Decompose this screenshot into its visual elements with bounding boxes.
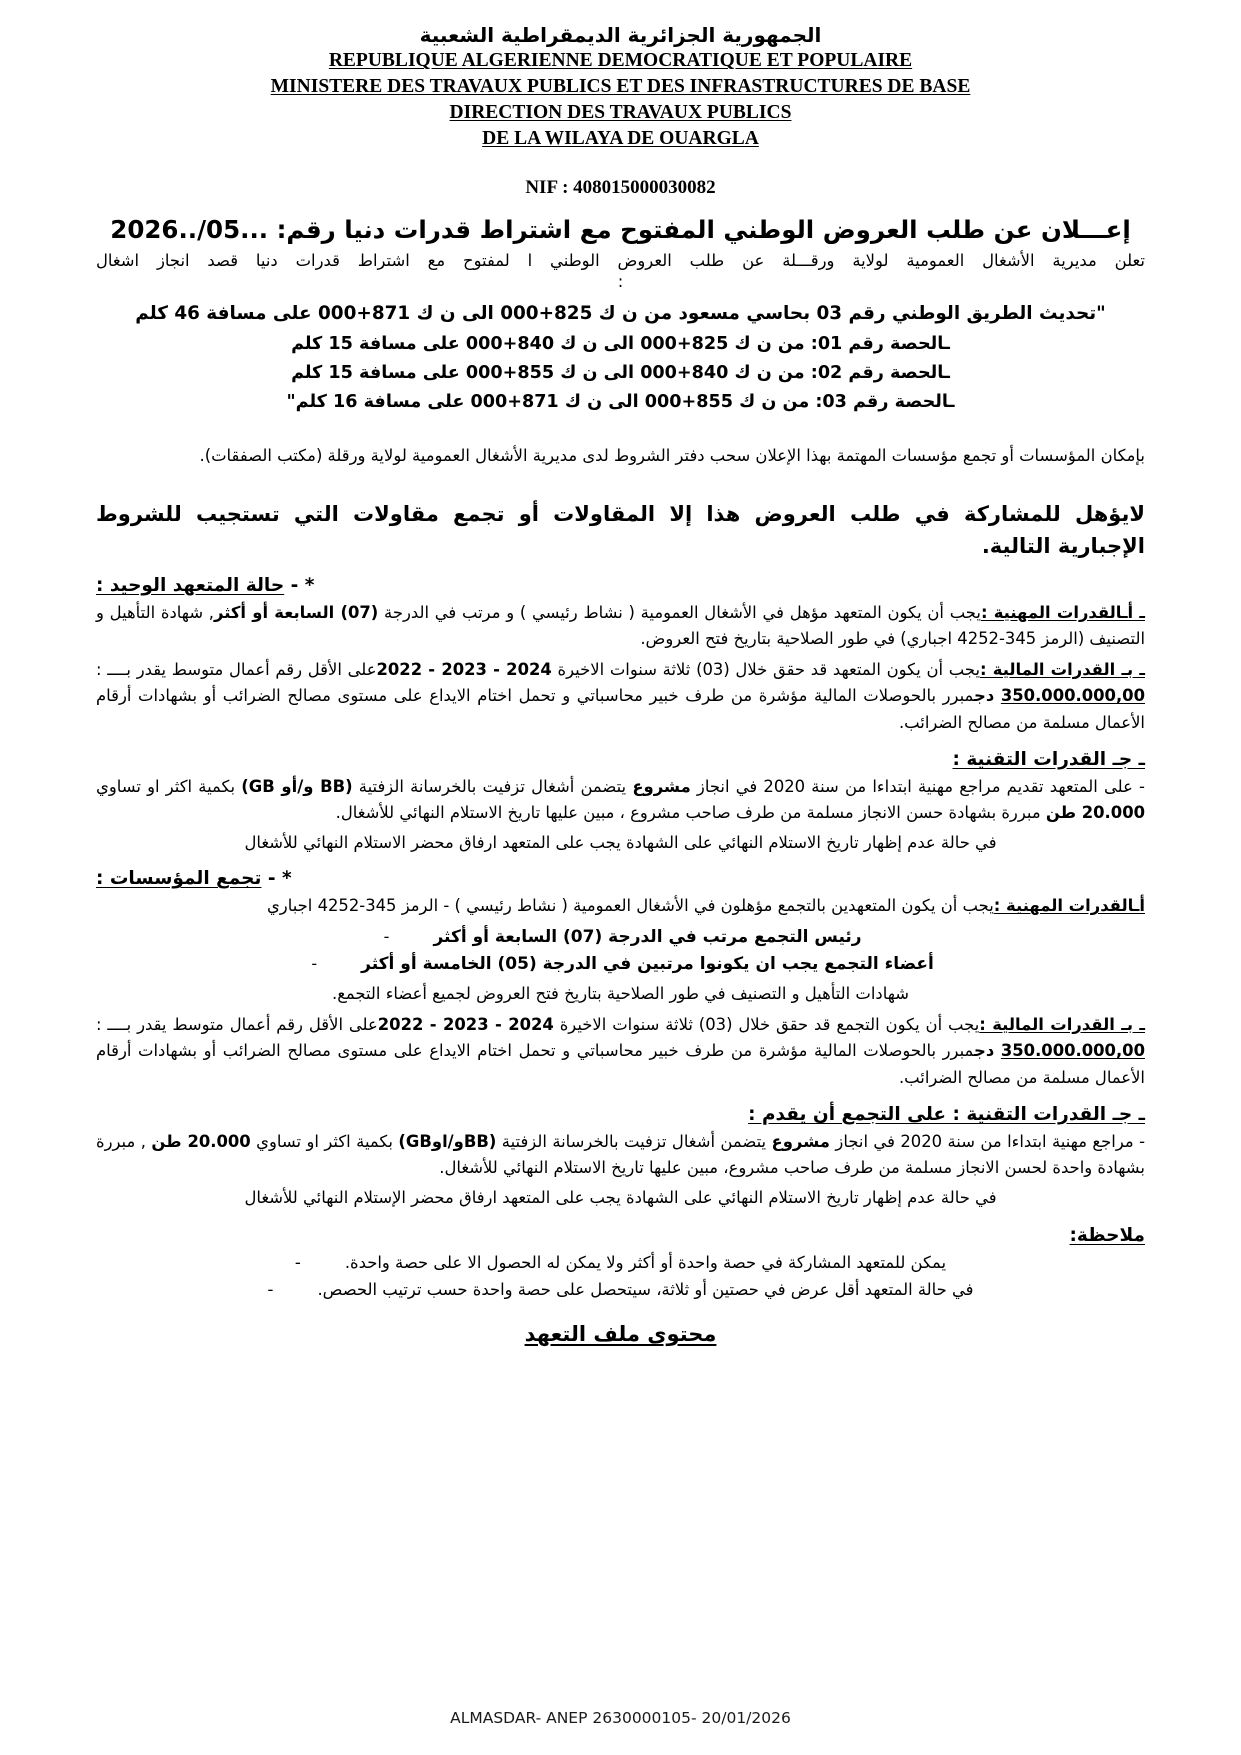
project-lot-3: ـالحصة رقم 03: من ن ك 855+000 الى ن ك 871+000 على مسافة 16 كلم" <box>286 392 955 413</box>
footer-reference: ALMASDAR- ANEP 2630000105- 20/01/2026 <box>450 1709 791 1727</box>
remark-item-2: في حالة المتعهد أقل عرض في حصتين أو ثلاثة، سيتحصل على حصة واحدة حسب ترتيب الحصص. <box>317 1280 974 1300</box>
grouping-technical-materials: (BBو/اوGB) <box>398 1131 497 1151</box>
bullet-dash: - <box>383 926 390 946</box>
grouping-financial-capacity <box>96 1012 1145 1092</box>
grouping-technical-heading <box>96 1104 1145 1125</box>
grouping-bullet-1: رئيس التجمع مرتب في الدرجة (07) السابعة أو أكثر <box>433 926 862 947</box>
list-item <box>96 924 1145 951</box>
grouping-professional-capacity <box>96 893 1145 920</box>
file-content-heading: محتوى ملف التعهد <box>524 1322 717 1347</box>
list-item <box>96 1277 1145 1304</box>
single-bidder-heading-label: حالة المتعهد الوحيد : <box>96 574 285 596</box>
remark-item-1: يمكن للمتعهد المشاركة في حصة واحدة أو أكثر ولا يمكن له الحصول الا على حصة واحدة. <box>344 1253 947 1273</box>
single-technical-text-4: مبررة بشهادة حسن الانجاز مسلمة من طرف صاحب مشروع ، مبين عليها تاريخ الاستلام النهائي للأشغال. <box>335 803 1041 823</box>
single-bidder-heading <box>96 575 1145 596</box>
single-technical-heading <box>96 749 1145 770</box>
single-financial-years: 2024 - 2023 - 2022 <box>376 659 552 679</box>
grouping-financial-years: 2024 - 2023 - 2022 <box>377 1014 554 1034</box>
grouping-professional-bullets <box>96 924 1145 978</box>
grouping-technical-text-3: بكمية اكثر او تساوي <box>256 1131 393 1151</box>
grouping-technical-text-1: - مراجع مهنية ابتداءا من سنة 2020 في انجاز <box>835 1131 1145 1151</box>
grouping-financial-text-1: يجب أن يكون التجمع قد حقق خلال (03) ثلاثة سنوات الاخيرة <box>559 1014 980 1034</box>
single-technical-project-word: مشروع <box>632 776 691 796</box>
grouping-professional-label: أـالقدرات المهنية : <box>993 896 1145 916</box>
single-professional-degree: (07) السابعة أو أكثر <box>214 602 379 622</box>
project-lot-1: ـالحصة رقم 01: من ن ك 825+000 الى ن ك 840+000 على مسافة 15 كلم <box>291 333 950 354</box>
single-professional-text-1: يجب أن يكون المتعهد مؤهل في الأشغال العمومية ( نشاط رئيسي ) و مرتب في الدرجة <box>384 602 981 622</box>
single-technical-note: في حالة عدم إظهار تاريخ الاستلام النهائي على الشهادة يجب على المتعهد ارفاق محضر الاستلام النهائي للأشغال <box>244 832 997 852</box>
grouping-technical-project-word: مشروع <box>771 1131 830 1151</box>
single-technical-capacity <box>96 774 1145 827</box>
remark-list <box>96 1250 1145 1304</box>
project-lot-2: ـالحصة رقم 02: من ن ك 840+000 الى ن ك 855+000 على مسافة 15 كلم <box>291 362 950 383</box>
remark-heading-label: ملاحظة: <box>1069 1225 1145 1247</box>
grouping-technical-text-2: يتضمن أشغال تزفيت بالخرسانة الزفتية <box>501 1131 767 1151</box>
single-financial-text-3: مبرر بالحوصلات المالية مؤشرة من طرف خبير محاسباتي و تحمل اختام الايداع على مستوى مصالح الضرائب أو بشهادات أرقام الأعمال مسلمة من مصالح الضرائب. <box>96 686 1145 733</box>
list-item <box>96 951 1145 978</box>
project-main-line: "تحديث الطريق الوطني رقم 03 بحاسي مسعود من ن ك 825+000 الى ن ك 871+000 على مسافة 46 كلم <box>135 303 1106 325</box>
header-french-line-4: DE LA WILAYA DE OUARGLA <box>482 127 759 149</box>
grouping-heading <box>96 868 1145 889</box>
nif-number: NIF : 408015000030082 <box>525 177 716 199</box>
grouping-financial-amount: 350.000.000,00 <box>1000 1041 1145 1061</box>
bullet-dash: - <box>267 1280 274 1300</box>
single-financial-currency: دج <box>974 686 995 706</box>
grouping-financial-label: ـ بـ القدرات المالية : <box>979 1014 1145 1034</box>
single-financial-text-2: على الأقل رقم أعمال متوسط يقدر بــــ : <box>96 659 377 679</box>
page-title: إعـــلان عن طلب العروض الوطني المفتوح مع اشتراط قدرات دنيا رقم: ...05/..2026 <box>110 215 1131 245</box>
grouping-professional-text-1: يجب أن يكون المتعهدين بالتجمع مؤهلون في الأشغال العمومية ( نشاط رئيسي ) - الرمز 345-4252 اجباري <box>266 896 994 916</box>
single-technical-text-3: بكمية اكثر او تساوي <box>96 776 236 796</box>
header-french-line-1: REPUBLIQUE ALGERIENNE DEMOCRATIQUE ET POPULAIRE <box>328 50 913 72</box>
grouping-technical-label: ـ جـ القدرات التقنية : على التجمع أن يقدم : <box>748 1103 1145 1125</box>
single-bidder-star: * - <box>290 574 315 596</box>
single-financial-text-1: يجب أن يكون المتعهد قد حقق خلال (03) ثلاثة سنوات الاخيرة <box>557 659 981 679</box>
intro-paragraph: تعلن مديرية الأشغال العمومية لولاية ورقـــلة عن طلب العروض الوطني ا لمفتوح مع اشتراط قدرات دنيا قصد انجاز اشغال <box>96 250 1145 270</box>
remark-heading <box>96 1225 1145 1246</box>
single-financial-amount: 350.000.000,00 <box>1000 686 1145 706</box>
grouping-heading-label: تجمع المؤسسات : <box>96 868 262 890</box>
grouping-financial-currency: دج <box>974 1041 995 1061</box>
grouping-technical-capacity <box>96 1129 1145 1182</box>
single-technical-text-1: - على المتعهد تقديم مراجع مهنية ابتداءا من سنة 2020 في انجاز <box>696 776 1145 796</box>
header-arabic-republic: الجمهورية الجزائرية الديمقراطية الشعبية <box>419 23 822 47</box>
withdrawal-paragraph: بإمكان المؤسسات أو تجمع مؤسسات المهتمة بهذا الإعلان سحب دفتر الشروط لدى مديرية الأشغال العمومية لولاية ورقلة (مكتب الصفقات). <box>199 446 1145 466</box>
single-financial-capacity <box>96 657 1145 737</box>
single-technical-quantity: 20.000 طن <box>1045 803 1145 823</box>
grouping-star: * - <box>267 868 292 890</box>
single-professional-capacity <box>96 600 1145 653</box>
header-french-line-3: DIRECTION DES TRAVAUX PUBLICS <box>449 101 792 123</box>
intro-colon: : <box>617 272 624 292</box>
grouping-financial-text-2: على الأقل رقم أعمال متوسط يقدر بــــ : <box>96 1014 378 1034</box>
grouping-technical-quantity: 20.000 طن <box>151 1131 251 1151</box>
bullet-dash: - <box>311 954 318 974</box>
single-technical-label: ـ جـ القدرات التقنية : <box>952 748 1145 770</box>
single-technical-text-2: يتضمن أشغال تزفيت بالخرسانة الزفتية <box>358 776 627 796</box>
grouping-financial-text-3: مبرر بالحوصلات المالية مؤشرة من طرف خبير محاسباتي و تحمل اختام الايداع على مستوى مصالح الضرائب أو بشهادات أرقام الأعمال مسلمة من مصالح الضرائب. <box>96 1041 1145 1088</box>
bullet-dash: - <box>294 1253 301 1273</box>
header-french-line-2: MINISTERE DES TRAVAUX PUBLICS ET DES INFRASTRUCTURES DE BASE <box>270 76 971 98</box>
single-professional-text-2: , شهادة التأهيل و التصنيف (الرمز 345-4252 اجباري) في طور الصلاحية بتاريخ فتح العروض. <box>96 602 1145 649</box>
document-header <box>96 22 1145 151</box>
grouping-technical-note: في حالة عدم إظهار تاريخ الاستلام النهائي على الشهادة يجب على المتعهد ارفاق محضر الإستلام النهائي للأشغال <box>244 1187 997 1207</box>
project-description <box>96 299 1145 417</box>
single-financial-label: ـ بـ القدرات المالية : <box>980 659 1146 679</box>
eligibility-statement: لايؤهل للمشاركة في طلب العروض هذا إلا المقاولات أو تجمع مقاولات التي تستجيب للشروط الإجبارية التالية. <box>96 501 1145 559</box>
single-technical-materials: (BB و/أو GB) <box>241 776 353 796</box>
grouping-professional-closing: شهادات التأهيل و التصنيف في طور الصلاحية بتاريخ فتح العروض لجميع أعضاء التجمع. <box>332 984 909 1004</box>
list-item <box>96 1250 1145 1277</box>
single-professional-label: ـ أـالقدرات المهنية : <box>980 602 1146 622</box>
grouping-bullet-2: أعضاء التجمع يجب ان يكونوا مرتبين في الدرجة (05) الخامسة أو أكثر <box>361 954 934 975</box>
grouping-technical-text-4: , مبررة بشهادة واحدة لحسن الانجاز مسلمة من طرف صاحب مشروع، مبين عليها تاريخ الاستلام النهائي للأشغال. <box>96 1131 1145 1178</box>
